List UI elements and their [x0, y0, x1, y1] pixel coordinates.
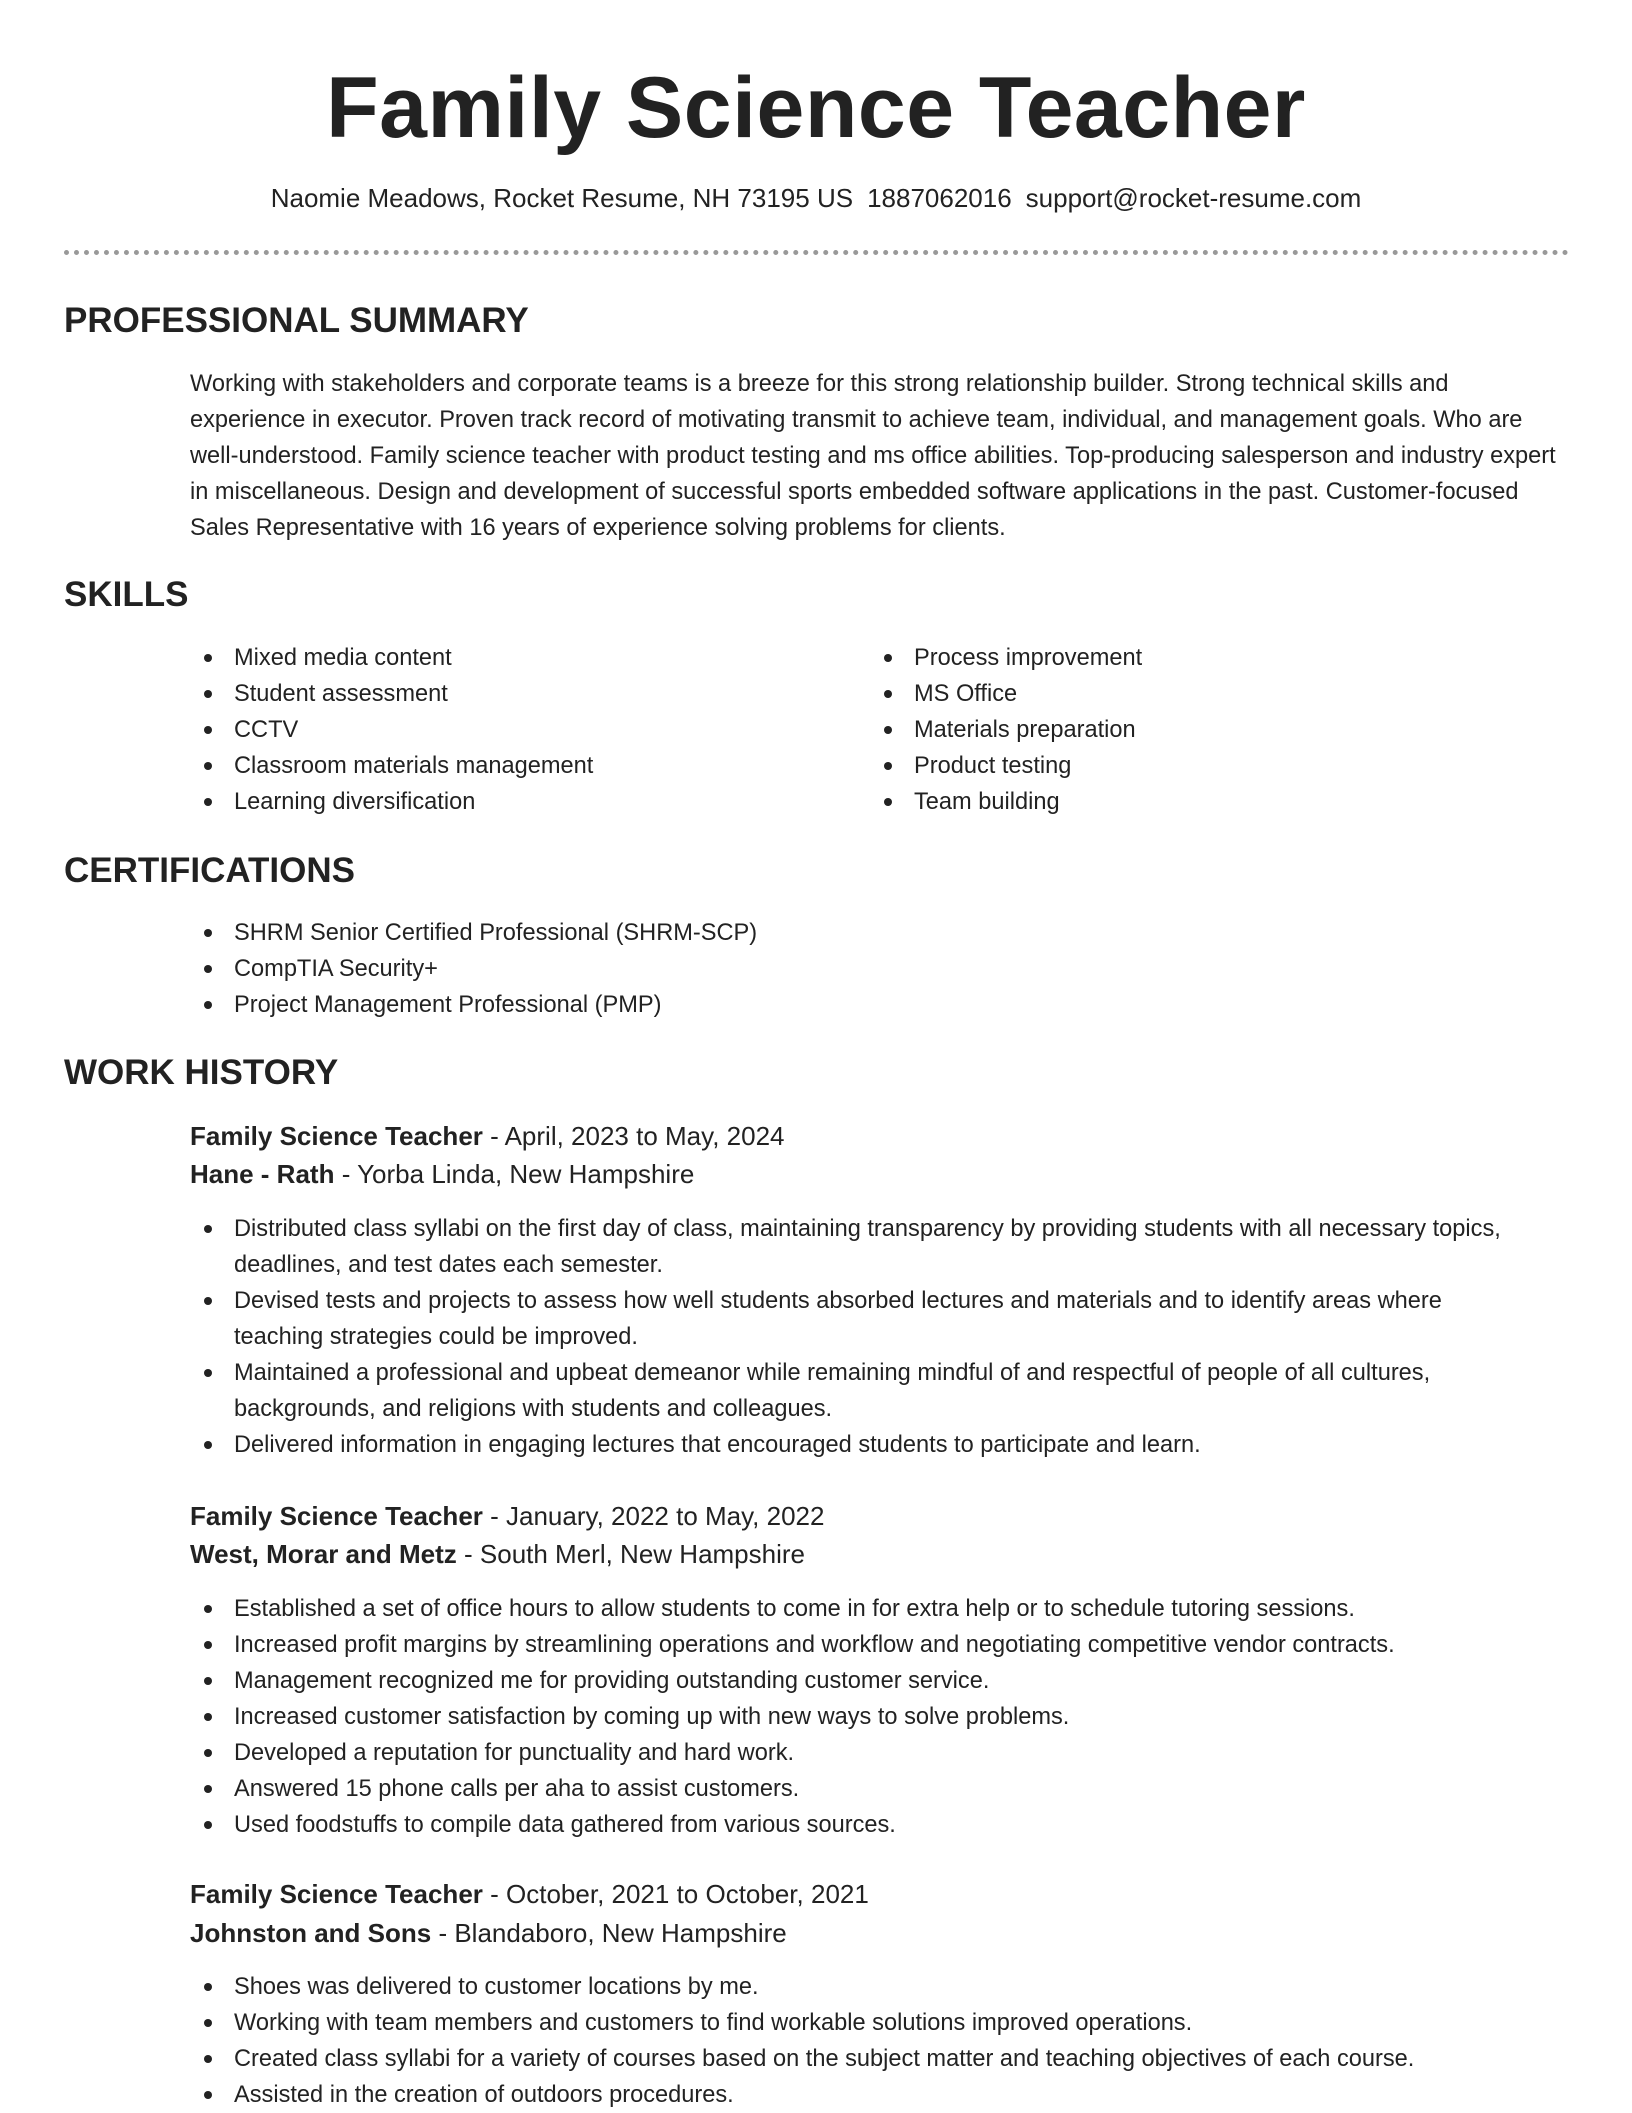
skill-item: MS Office	[870, 676, 1510, 712]
header-divider	[64, 250, 1569, 255]
skill-item: Product testing	[870, 748, 1510, 784]
job-bullet: Answered 15 phone calls per aha to assist customers.	[190, 1771, 1570, 1807]
job-company: Johnston and Sons	[190, 1918, 432, 1948]
job-location: - Yorba Linda, New Hampshire	[334, 1159, 695, 1189]
job-bullet: Used foodstuffs to compile data gathered from various sources.	[190, 1807, 1570, 1843]
job-title-line	[190, 1875, 869, 1913]
job-bullets	[190, 1591, 1570, 1843]
job-title-line	[190, 1497, 824, 1535]
job-bullet: Devised tests and projects to assess how well students absorbed lectures and materials and to identify areas where teaching strategies could be improved.	[190, 1283, 1530, 1355]
job-dates: - October, 2021 to October, 2021	[482, 1879, 869, 1909]
skill-item: Student assessment	[190, 676, 830, 712]
skill-item: Process improvement	[870, 640, 1510, 676]
skill-item: Classroom materials management	[190, 748, 830, 784]
job-bullet: Delivered information in engaging lectures that encouraged students to participate and learn.	[190, 1427, 1530, 1463]
job-title: Family Science Teacher	[190, 1879, 483, 1909]
skill-item: CCTV	[190, 712, 830, 748]
job-bullets	[190, 1211, 1530, 1463]
skill-item: Materials preparation	[870, 712, 1510, 748]
job-bullet: Distributed class syllabi on the first day of class, maintaining transparency by providing students with all necessary topics, deadlines, and test dates each semester.	[190, 1211, 1530, 1283]
job-company-line	[190, 1155, 694, 1193]
certification-item: Project Management Professional (PMP)	[190, 987, 1570, 1023]
contact-phone: 1887062016	[867, 183, 1012, 213]
job-bullet: Created class syllabi for a variety of courses based on the subject matter and teaching objectives of each course.	[190, 2041, 1570, 2077]
job-bullet: Shoes was delivered to customer locations by me.	[190, 1969, 1570, 2005]
job-bullets	[190, 1969, 1570, 2113]
skill-item: Mixed media content	[190, 640, 830, 676]
job-company-line	[190, 1914, 787, 1952]
summary-heading: PROFESSIONAL SUMMARY	[64, 301, 529, 340]
job-location: - South Merl, New Hampshire	[456, 1539, 806, 1569]
job-bullet: Management recognized me for providing outstanding customer service.	[190, 1663, 1570, 1699]
contact-email: support@rocket-resume.com	[1025, 183, 1362, 213]
contact-address: Naomie Meadows, Rocket Resume, NH 73195 US	[270, 183, 854, 213]
job-bullet: Increased profit margins by streamlining operations and workflow and negotiating competitive vendor contracts.	[190, 1627, 1570, 1663]
job-bullet: Developed a reputation for punctuality and hard work.	[190, 1735, 1570, 1771]
certification-item: CompTIA Security+	[190, 951, 1570, 987]
skills-heading: SKILLS	[64, 575, 189, 614]
job-dates: - April, 2023 to May, 2024	[482, 1121, 785, 1151]
summary-text: Working with stakeholders and corporate teams is a breeze for this strong relationship builder. Strong technical skills and experience in executor. Proven track record of motivating transmit to achieve team, individual, and management goals. Who are well-understood. Family science teacher with product testing and ms office abilities. Top-producing salesperson and industry expert in miscellaneous. Design and development of successful sports embedded software applications in the past. Customer-focused Sales Representative with 16 years of experience solving problems for clients.	[190, 371, 1556, 541]
job-bullet: Increased customer satisfaction by coming up with new ways to solve problems.	[190, 1699, 1570, 1735]
job-title: Family Science Teacher	[190, 1501, 483, 1531]
job-location: - Blandaboro, New Hampshire	[431, 1918, 787, 1948]
skill-item: Team building	[870, 784, 1510, 820]
contact-line	[0, 180, 1632, 216]
resume-title: Family Science Teacher	[326, 60, 1306, 156]
certifications-list	[190, 915, 1570, 1023]
certification-item: SHRM Senior Certified Professional (SHRM-SCP)	[190, 915, 1570, 951]
skills-list-right	[870, 640, 1510, 820]
job-title-line	[190, 1117, 784, 1155]
job-bullet: Maintained a professional and upbeat demeanor while remaining mindful of and respectful of people of all cultures, backgrounds, and religions with students and colleagues.	[190, 1355, 1530, 1427]
job-bullet: Established a set of office hours to allow students to come in for extra help or to schedule tutoring sessions.	[190, 1591, 1570, 1627]
job-company: West, Morar and Metz	[190, 1539, 457, 1569]
job-bullet: Working with team members and customers to find workable solutions improved operations.	[190, 2005, 1570, 2041]
skill-item: Learning diversification	[190, 784, 830, 820]
certifications-heading: CERTIFICATIONS	[64, 851, 356, 890]
job-dates: - January, 2022 to May, 2022	[482, 1501, 825, 1531]
job-company: Hane - Rath	[190, 1159, 335, 1189]
job-bullet: Assisted in the creation of outdoors procedures.	[190, 2077, 1570, 2113]
job-title: Family Science Teacher	[190, 1121, 483, 1151]
job-company-line	[190, 1535, 805, 1573]
work-history-heading: WORK HISTORY	[64, 1053, 339, 1092]
skills-list-left	[190, 640, 830, 820]
